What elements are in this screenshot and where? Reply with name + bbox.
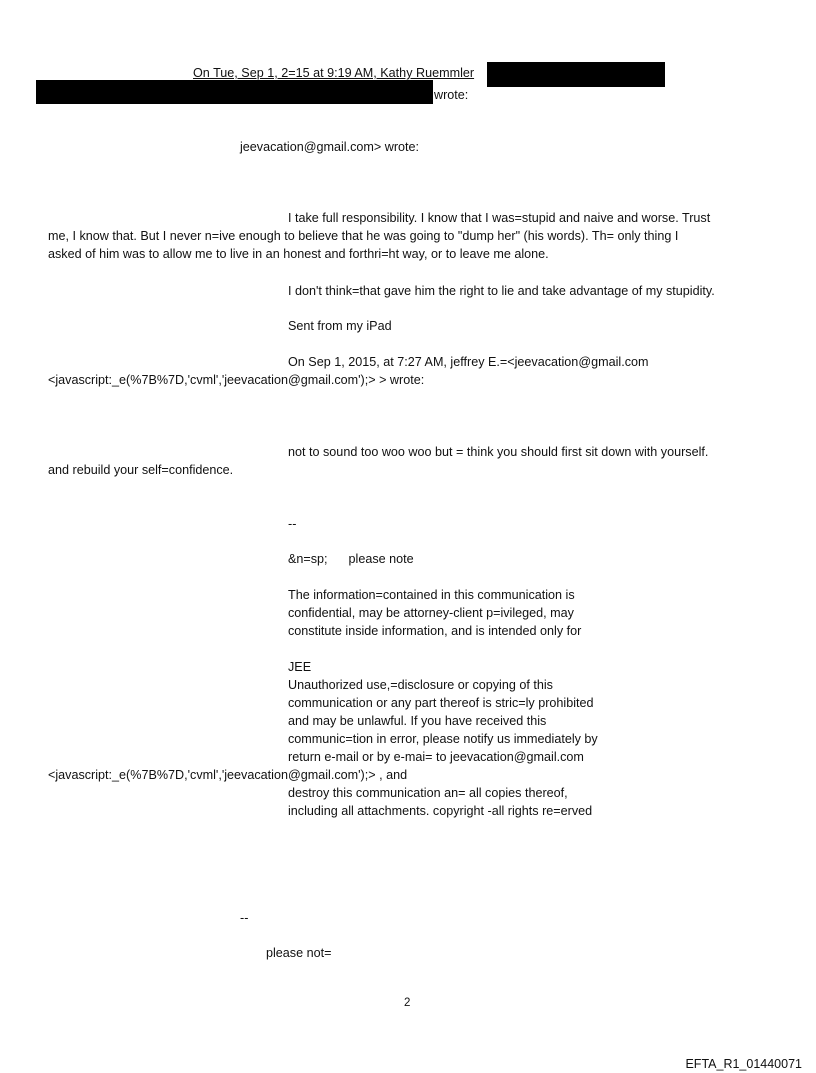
message1-line-3: asked of him was to allow me to live in an honest and forthri=ht way, or to leave me alone. xyxy=(48,247,549,261)
please-note: &n=sp; please note xyxy=(288,552,414,566)
message2-line-2: and rebuild your self=confidence. xyxy=(48,463,234,477)
tail-note: please not= xyxy=(266,946,332,960)
quote1-from-line: jeevacation@gmail.com> wrote: xyxy=(240,140,420,154)
disclaimer-line: destroy this communication an= all copies thereof, xyxy=(288,786,568,800)
page-number: 2 xyxy=(404,997,411,1009)
disclaimer-line: confidential, may be attorney-client p=ivileged, may xyxy=(288,606,574,620)
separator: -- xyxy=(288,517,297,531)
disclaimer-line: including all attachments. copyright -all rights re=erved xyxy=(288,804,593,818)
redaction-box xyxy=(487,62,665,87)
header-line-1: On Tue, Sep 1, 2=15 at 9:19 AM, Kathy Ruemmler xyxy=(193,66,475,80)
disclaimer-js-line: <javascript:_e(%7B%7D,'cvml','jeevacation@gmail.com');> , and xyxy=(48,768,408,782)
disclaimer-line: communic=tion in error, please notify us immediately by xyxy=(288,732,598,746)
disclaimer-line: communication or any part thereof is stric=ly prohibited xyxy=(288,696,594,710)
message2-line-1: not to sound too woo woo but = think you should first sit down with yourself. xyxy=(288,445,709,459)
message1-signature: Sent from my iPad xyxy=(288,319,392,333)
header-wrote: wrote: xyxy=(434,88,469,102)
message1-para-2: I don't think=that gave him the right to lie and take advantage of my stupidity. xyxy=(288,284,715,298)
disclaimer-jee: JEE xyxy=(288,660,312,674)
document-id: EFTA_R1_01440071 xyxy=(685,1057,802,1071)
message1-line-2: me, I know that. But I never n=ive enough to believe that he was going to "dump her" (his words). Th= only thing I xyxy=(48,229,679,243)
disclaimer-line: return e-mail or by e-mai= to jeevacation@gmail.com xyxy=(288,750,584,764)
tail-separator: -- xyxy=(240,911,249,925)
quote2-line-1: On Sep 1, 2015, at 7:27 AM, jeffrey E.=<jeevacation@gmail.com xyxy=(288,355,649,369)
message1-line-1: I take full responsibility. I know that I was=stupid and naive and worse. Trust xyxy=(288,211,711,225)
quote2-line-2: <javascript:_e(%7B%7D,'cvml','jeevacation@gmail.com');> > wrote: xyxy=(48,373,425,387)
disclaimer-line: and may be unlawful. If you have received this xyxy=(288,714,547,728)
disclaimer-line: Unauthorized use,=disclosure or copying of this xyxy=(288,678,553,692)
redaction-box xyxy=(36,80,433,104)
disclaimer-line: constitute inside information, and is intended only for xyxy=(288,624,582,638)
disclaimer-line: The information=contained in this communication is xyxy=(288,588,575,602)
